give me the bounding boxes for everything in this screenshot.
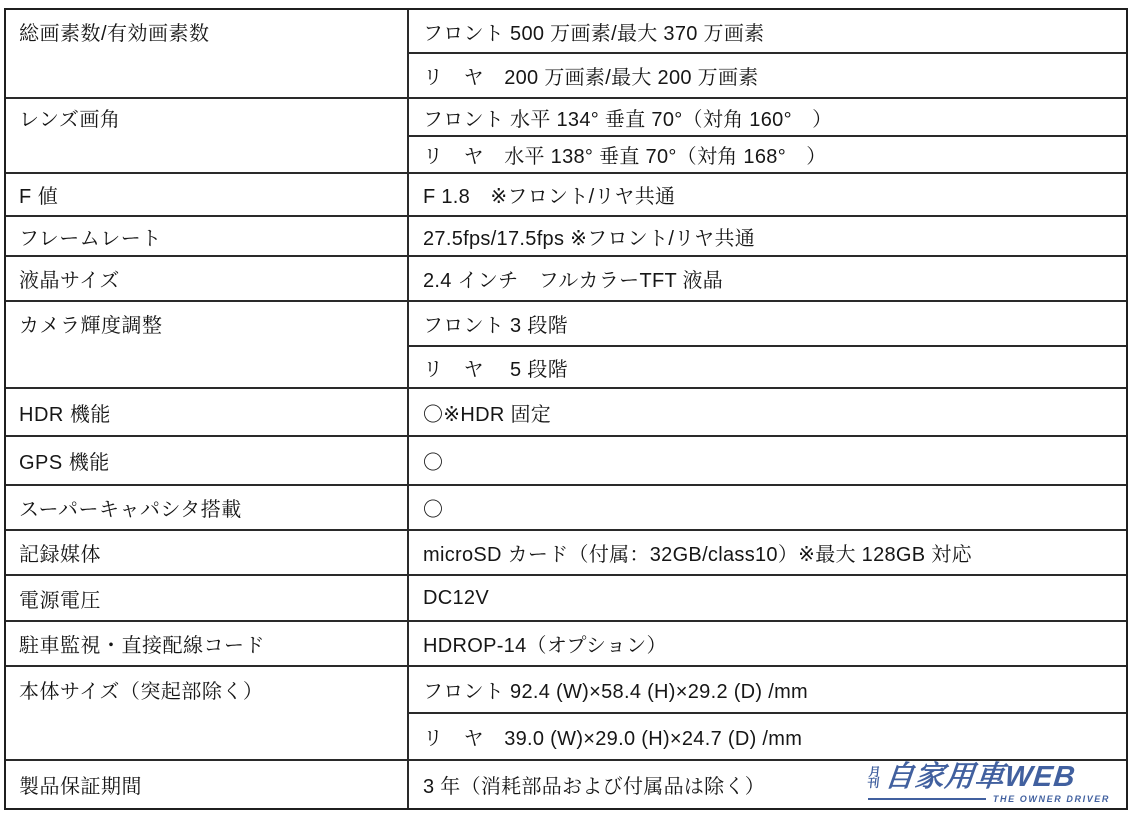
spec-row-camera-brightness [6,300,1126,387]
spec-value-rear: リ ヤ 水平 138° 垂直 70°（対角 168° ） [409,135,1126,172]
spec-label: スーパーキャパシタ搭載 [19,499,242,521]
spec-row-gps [6,435,1126,484]
spec-value: 〇 [423,499,444,521]
spec-label-cell [6,10,409,97]
logo-tagline-row [868,794,1110,804]
spec-row-storage-media [6,529,1126,574]
spec-row-f-number [6,172,1126,215]
spec-value-front: フロント 92.4 (W)×58.4 (H)×29.2 (D) /mm [423,681,809,703]
logo-publication-prefix: 月刊 [866,765,882,790]
spec-label: GPS 機能 [19,452,110,474]
spec-value: DC12V [423,586,489,609]
spec-value: 3 年（消耗部品および付属品は除く） [423,776,766,798]
spec-label: 電源電圧 [19,589,101,612]
spec-value: 2.4 インチ フルカラーTFT 液晶 [423,270,724,292]
spec-row-power-voltage [6,574,1126,620]
spec-row-body-size [6,665,1126,759]
spec-label: 総画素数/有効画素数 [19,22,210,45]
spec-value-rear: リ ヤ 200 万画素/最大 200 万画素 [409,52,1126,97]
spec-label: カメラ輝度調整 [19,315,163,337]
spec-label: F 値 [19,186,59,208]
spec-label-cell [6,257,409,300]
spec-label-cell [6,667,409,759]
logo-tagline: THE OWNER DRIVER [992,794,1110,804]
spec-value-rear: リ ヤ 5 段階 [409,345,1126,387]
spec-label-cell [6,99,409,172]
spec-label-cell [6,486,409,529]
spec-value-front: フロント 3 段階 [423,315,568,337]
spec-value: 27.5fps/17.5fps ※フロント/リヤ共通 [423,227,756,250]
spec-value-front: フロント 500 万画素/最大 370 万画素 [423,22,765,45]
logo-wordmark [868,762,1110,792]
spec-label-cell [6,622,409,665]
spec-value: F 1.8 ※フロント/リヤ共通 [423,186,676,208]
spec-label-cell [6,576,409,620]
spec-row-parking-cable [6,620,1126,665]
spec-label: フレームレート [19,227,162,250]
spec-label: 液晶サイズ [19,270,120,292]
spec-label-cell [6,761,409,808]
spec-label: 記録媒体 [19,544,101,566]
spec-label-cell [6,174,409,215]
spec-row-frame-rate [6,215,1126,255]
spec-row-lens-angle [6,97,1126,172]
spec-label: 駐車監視・直接配線コード [19,635,265,657]
spec-label: 本体サイズ（突起部除く） [19,681,264,703]
spec-label-cell [6,531,409,574]
spec-label-cell [6,389,409,435]
spec-value: HDROP-14（オプション） [423,635,667,657]
spec-row-lcd-size [6,255,1126,300]
spec-value: 〇 [423,452,444,474]
logo-title: 自家用車WEB [883,761,1078,793]
spec-label-cell [6,437,409,484]
spec-value: microSD カード（付属：32GB/class10）※最大 128GB 対応 [423,544,972,566]
spec-label: HDR 機能 [19,403,111,426]
spec-table [4,8,1128,810]
spec-row-hdr [6,387,1126,435]
spec-label-cell [6,302,409,387]
spec-value-front: フロント 水平 134° 垂直 70°（対角 160° ） [423,108,833,131]
spec-value-rear: リ ヤ 39.0 (W)×29.0 (H)×24.7 (D) /mm [409,712,1126,759]
spec-value: 〇※HDR 固定 [423,403,552,426]
spec-label-cell [6,217,409,255]
spec-row-total-pixels [6,10,1126,97]
logo-underline [868,798,986,800]
spec-label: 製品保証期間 [19,776,142,798]
spec-row-supercapacitor [6,484,1126,529]
spec-label: レンズ画角 [19,109,121,131]
gekkan-jikayosha-web-logo [868,762,1110,804]
